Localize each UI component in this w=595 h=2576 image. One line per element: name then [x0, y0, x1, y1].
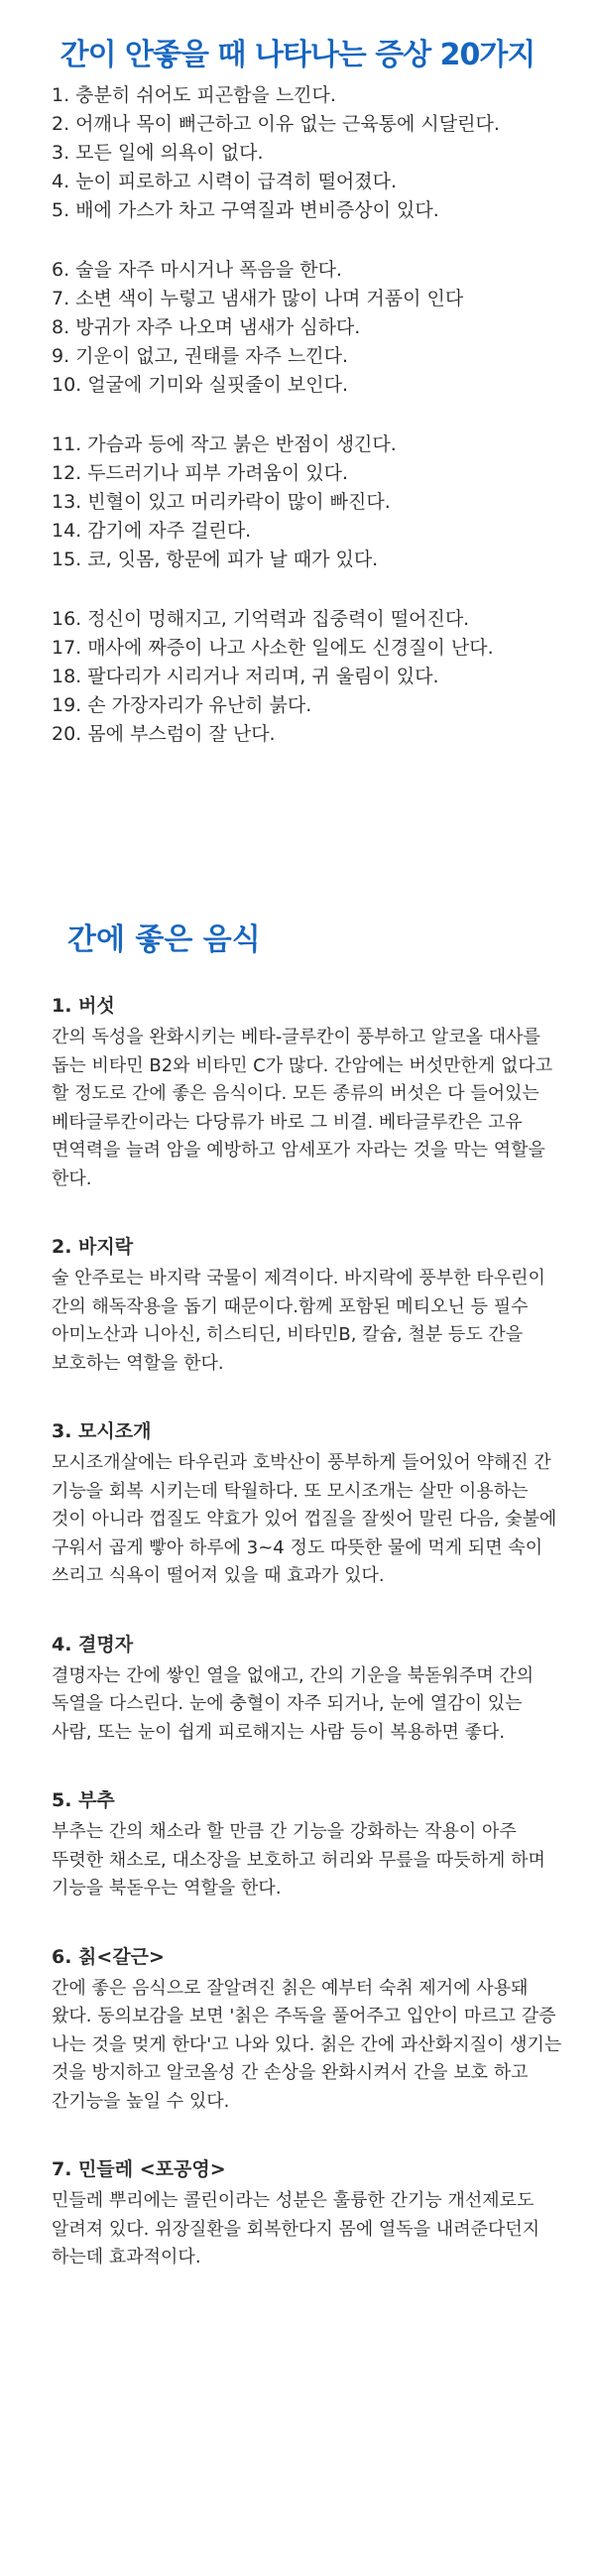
symptom-item: 14. 감기에 자주 걸린다.	[52, 520, 252, 542]
symptom-item: 2. 어깨나 목이 뻐근하고 이유 없는 근육통에 시달린다.	[52, 113, 500, 135]
food-name: 6. 칡<갈근>	[52, 1945, 165, 1968]
food-item	[52, 1631, 567, 1748]
symptom-group	[52, 256, 567, 400]
foods-list	[52, 992, 567, 2312]
food-description: 부추는 간의 채소라 할 만큼 간 기능을 강화하는 작용이 아주 뚜렷한 채소로, 대소장을 보호하고 허리와 무릎을 따듯하게 하며 기능을 북돋우는 역할을 한다.	[52, 1821, 545, 1899]
symptom-group	[52, 605, 567, 749]
food-name: 5. 부추	[52, 1789, 115, 1811]
food-item	[52, 1786, 567, 1903]
food-description: 결명자는 간에 쌓인 열을 없애고, 간의 기운을 북돋워주며 간의 독열을 다스린다. 눈에 충혈이 자주 되거나, 눈에 열감이 있는 사람, 또는 눈이 쉽게 피로해지는 사람 등이 복용하면 좋다.	[52, 1664, 535, 1743]
food-item	[52, 992, 567, 1193]
symptom-item: 11. 가슴과 등에 작고 붉은 반점이 생긴다.	[52, 433, 397, 455]
symptom-item: 6. 술을 자주 마시거나 폭음을 한다.	[52, 259, 342, 281]
food-description: 술 안주로는 바지락 국물이 제격이다. 바지락에 풍부한 타우린이 간의 해독작용을 돕기 때문이다.함께 포함된 메티오닌 등 필수 아미노산과 니아신, 히스티딘, 비타민B, 칼슘, 철분 등도 간을 보호하는 역할을 한다.	[52, 1268, 545, 1374]
symptom-group	[52, 81, 567, 225]
symptom-item: 18. 팔다리가 시리거나 저리며, 귀 울림이 있다.	[52, 666, 439, 687]
food-name: 1. 버섯	[52, 995, 115, 1017]
symptom-item: 10. 얼굴에 기미와 실핏줄이 보인다.	[52, 374, 349, 396]
food-name: 3. 모시조개	[52, 1420, 152, 1442]
symptom-item: 9. 기운이 없고, 권태를 자주 느낀다.	[52, 345, 349, 367]
food-item	[52, 2155, 567, 2272]
food-description: 간에 좋은 음식으로 잘알려진 칡은 예부터 숙취 제거에 사용돼 왔다. 동의보감을 보면 '칡은 주독을 풀어주고 입안이 마르고 갈증 나는 것을 멎게 한다'고 나와 있다. 칡은 간에 과산화지질이 생기는 것을 방지하고 알코올성 간 손상을 완화시켜서 간을 보호 하고 간기능을 높일 수 있다.	[52, 1977, 562, 2112]
symptom-item: 13. 빈혈이 있고 머리카락이 많이 빠진다.	[52, 491, 391, 513]
foods-title: 간에 좋은 음식	[67, 922, 261, 957]
food-description: 민들레 뿌리에는 콜린이라는 성분은 훌륭한 간기능 개선제로도 알려져 있다. 위장질환을 회복한다지 몸에 열독을 내려준다던지 하는데 효과적이다.	[52, 2190, 540, 2268]
symptom-item: 19. 손 가장자리가 유난히 붉다.	[52, 694, 312, 716]
symptom-group-list	[52, 430, 567, 574]
food-name: 4. 결명자	[52, 1633, 134, 1656]
food-item	[52, 1233, 567, 1378]
symptom-group-list	[52, 81, 567, 225]
symptom-item: 7. 소변 색이 누렇고 냄새가 많이 나며 거품이 인다	[52, 288, 464, 309]
symptoms-title: 간이 안좋을 때 나타나는 증상 20가지	[60, 38, 536, 72]
symptom-item: 12. 두드러기나 피부 가려움이 있다.	[52, 462, 349, 484]
symptom-item: 5. 배에 가스가 차고 구역질과 변비증상이 있다.	[52, 199, 439, 221]
symptom-item: 20. 몸에 부스럼이 잘 난다.	[52, 723, 276, 745]
symptom-item: 1. 충분히 쉬어도 피곤함을 느낀다.	[52, 84, 336, 106]
symptom-item: 4. 눈이 피로하고 시력이 급격히 떨어졌다.	[52, 171, 398, 192]
food-description: 간의 독성을 완화시키는 베타-글루칸이 풍부하고 알코올 대사를 돕는 비타민 B2와 비타민 C가 많다. 간암에는 버섯만한게 없다고 할 정도로 간에 좋은 음식이다. 모든 종류의 버섯은 다 들어있는 베타글루칸이라는 다당류가 바로 그 비결. 베타글루칸은 고유 면역력을 늘려 암을 예방하고 암세포가 자라는 것을 막는 역할을 한다.	[52, 1027, 553, 1189]
food-name: 7. 민들레 <포공영>	[52, 2158, 226, 2180]
symptom-item: 3. 모든 일에 의욕이 없다.	[52, 142, 264, 164]
symptom-item: 16. 정신이 멍해지고, 기억력과 집중력이 떨어진다.	[52, 608, 470, 630]
symptom-group-list	[52, 605, 567, 749]
symptom-list	[52, 81, 567, 780]
symptom-item: 8. 방귀가 자주 나오며 냄새가 심하다.	[52, 316, 361, 338]
food-name: 2. 바지락	[52, 1236, 134, 1258]
food-item	[52, 1417, 567, 1591]
symptom-item: 15. 코, 잇몸, 항문에 피가 날 때가 있다.	[52, 549, 379, 570]
symptom-item: 17. 매사에 짜증이 나고 사소한 일에도 신경질이 난다.	[52, 637, 494, 659]
food-item	[52, 1943, 567, 2117]
symptom-group-list	[52, 256, 567, 400]
symptom-group	[52, 430, 567, 574]
food-description: 모시조개살에는 타우린과 호박산이 풍부하게 들어있어 약해진 간 기능을 회복 시키는데 탁월하다. 또 모시조개는 살만 이용하는 것이 아니라 껍질도 약효가 있어 껍질을 잘씻어 말린 다음, 숯불에 구워서 곱게 빻아 하루에 3~4 정도 따뜻한 물에 먹게 되면 속이 쓰리고 식욕이 떨어져 있을 때 효과가 있다.	[52, 1452, 557, 1586]
